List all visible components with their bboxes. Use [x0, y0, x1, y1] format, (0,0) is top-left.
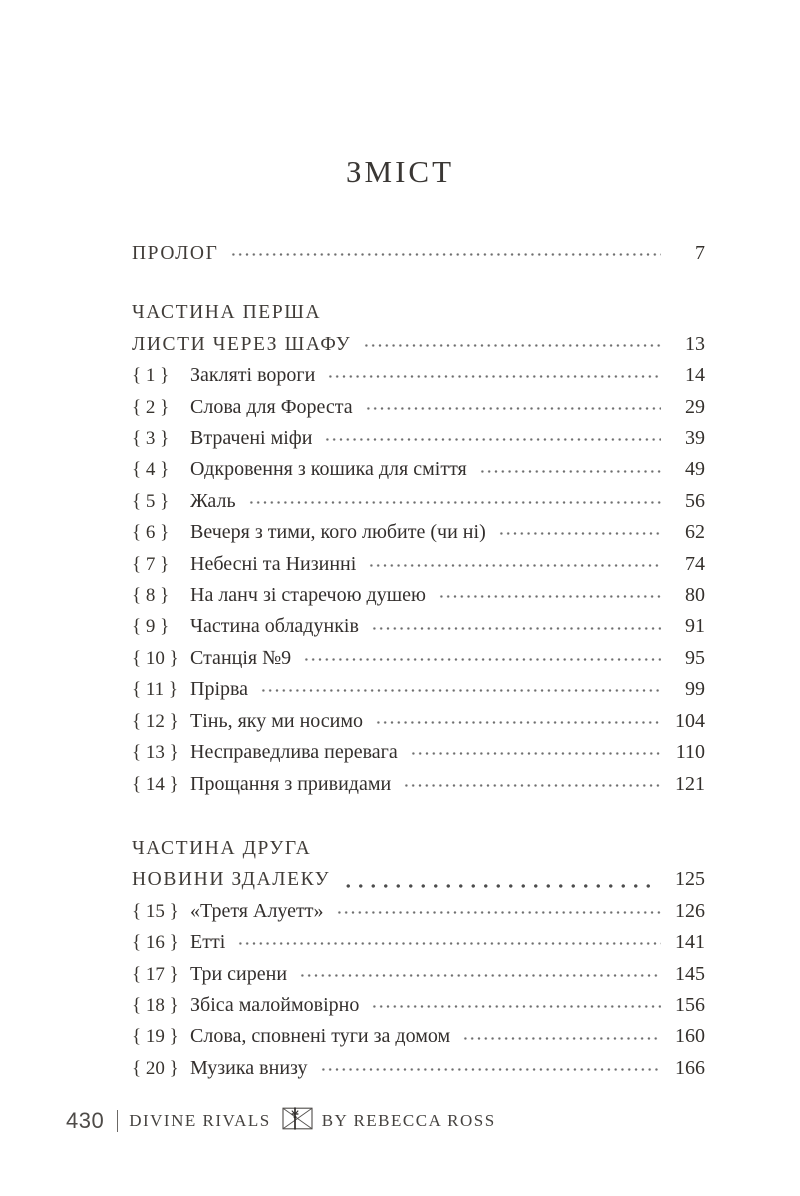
- toc-leader-dots: [324, 438, 661, 441]
- toc-entry-number: { 16 }: [132, 932, 179, 954]
- toc-row-chapter: [132, 706, 705, 737]
- toc-entry-number: { 7 }: [132, 553, 170, 575]
- toc-leader-dots: [371, 627, 661, 630]
- footer-divider: [117, 1110, 118, 1132]
- toc-entry-label: ПРОЛОГ: [132, 243, 219, 264]
- toc-leader-dots: [320, 1068, 661, 1071]
- toc-entry-label: ЧАСТИНА ДРУГА: [132, 837, 312, 859]
- toc-row-chapter: [132, 769, 705, 800]
- toc-entry-page: 104: [675, 709, 705, 732]
- toc-row-chapter: [132, 611, 705, 642]
- toc-entry-label: Три сирени: [190, 962, 288, 985]
- footer-book-title: DIVINE RIVALS: [129, 1111, 271, 1130]
- page-title: ЗМІСТ: [345, 154, 455, 189]
- toc-entry-number: { 12 }: [132, 710, 179, 732]
- toc-leader-dots: [363, 344, 661, 347]
- toc-row-chapter: [132, 927, 705, 958]
- toc-entry-label: Збіса малоймовірно: [190, 993, 360, 1016]
- toc-row-chapter: [132, 486, 705, 517]
- toc-entry-page: 14: [685, 364, 705, 387]
- toc-entry-page: 39: [685, 427, 705, 450]
- toc-entry-label: Тінь, яку ми носимо: [190, 709, 364, 732]
- toc-row-part: [132, 833, 705, 864]
- toc-entry-number: { 1 }: [132, 365, 170, 387]
- toc-leader-dots: [462, 1037, 661, 1040]
- toc-row-chapter: [132, 959, 705, 990]
- toc-entry-number: { 19 }: [132, 1026, 179, 1048]
- toc-row-chapter: [132, 1053, 705, 1084]
- toc-entry-number: { 14 }: [132, 773, 179, 795]
- toc-entry-number: { 10 }: [132, 647, 179, 669]
- toc-leader-dots: [371, 1005, 661, 1008]
- toc-entry-label: Слова, сповнені туги за домом: [190, 1025, 451, 1048]
- toc-leader-dots: [342, 884, 655, 888]
- toc-entry-label: Етті: [190, 931, 226, 954]
- toc-list: [0, 238, 800, 1084]
- toc-entry-number: { 2 }: [132, 396, 170, 418]
- toc-entry-number: { 20 }: [132, 1057, 179, 1079]
- toc-leader-dots: [327, 375, 661, 378]
- toc-entry-page: 156: [675, 993, 705, 1016]
- footer-page-number: 430: [66, 1108, 105, 1133]
- toc-entry-number: { 11 }: [132, 679, 179, 701]
- toc-leader-dots: [403, 784, 661, 787]
- toc-leader-dots: [375, 721, 661, 724]
- toc-leader-dots: [237, 942, 661, 945]
- toc-entry-number: { 6 }: [132, 522, 170, 544]
- toc-leader-dots: [336, 911, 661, 914]
- toc-leader-dots: [303, 658, 661, 661]
- toc-entry-page: 145: [675, 962, 705, 985]
- toc-row-chapter: [132, 360, 705, 391]
- toc-entry-label: Вечеря з тими, кого любите (чи ні): [190, 521, 486, 544]
- toc-row-chapter: [132, 643, 705, 674]
- toc-entry-page: 166: [675, 1056, 705, 1079]
- toc-row-heading: [132, 238, 705, 269]
- toc-entry-page: 141: [675, 931, 705, 954]
- toc-entry-label: Несправедлива перевага: [190, 741, 398, 764]
- toc-leader-dots: [365, 407, 661, 410]
- toc-leader-dots: [498, 532, 661, 535]
- toc-entry-page: 13: [685, 332, 705, 355]
- toc-entry-page: 95: [685, 646, 705, 669]
- toc-leader-dots: [479, 470, 661, 473]
- toc-leader-dots: [438, 595, 661, 598]
- toc-entry-page: 99: [685, 678, 705, 701]
- toc-leader-dots: [260, 689, 661, 692]
- toc-entry-page: 121: [675, 772, 705, 795]
- toc-entry-label: Жаль: [190, 489, 236, 512]
- toc-entry-label: Прощання з привидами: [190, 772, 392, 795]
- toc-entry-label: Прірва: [190, 678, 249, 701]
- toc-row-chapter: [132, 549, 705, 580]
- toc-entry-label: Слова для Фореста: [190, 395, 353, 418]
- toc-entry-number: { 17 }: [132, 963, 179, 985]
- footer: [66, 1107, 496, 1135]
- toc-leader-dots: [230, 253, 661, 256]
- toc-entry-page: 49: [685, 458, 705, 481]
- toc-entry-number: { 5 }: [132, 490, 170, 512]
- toc-entry-number: { 9 }: [132, 616, 170, 638]
- toc-entry-page: 74: [685, 552, 705, 575]
- toc-entry-label: Втрачені міфи: [190, 427, 313, 450]
- toc-row-chapter: [132, 423, 705, 454]
- toc-entry-number: { 3 }: [132, 428, 170, 450]
- toc-entry-label: Музика внизу: [190, 1056, 308, 1079]
- toc-row-chapter: [132, 580, 705, 611]
- toc-leader-dots: [368, 564, 661, 567]
- toc-row-chapter: [132, 896, 705, 927]
- toc-entry-page: 126: [675, 899, 705, 922]
- toc-row-chapter: [132, 674, 705, 705]
- toc-entry-number: { 4 }: [132, 459, 170, 481]
- envelope-sword-icon: [282, 1107, 313, 1135]
- toc-entry-page: 160: [675, 1025, 705, 1048]
- toc-row-chapter: [132, 517, 705, 548]
- toc-entry-label: ЛИСТИ ЧЕРЕЗ ШАФУ: [132, 333, 352, 355]
- toc-entry-label: Закляті вороги: [190, 364, 316, 387]
- toc-entry-label: НОВИНИ ЗДАЛЕКУ: [132, 869, 331, 891]
- toc-entry-page: 7: [695, 242, 705, 264]
- toc-entry-number: { 18 }: [132, 994, 179, 1016]
- toc-leader-dots: [410, 752, 661, 755]
- toc-entry-page: 56: [685, 489, 705, 512]
- toc-entry-number: { 8 }: [132, 585, 170, 607]
- toc-leader-dots: [248, 501, 661, 504]
- toc-entry-label: «Третя Алуетт»: [190, 899, 324, 922]
- toc-entry-label: Частина обладунків: [190, 615, 359, 638]
- toc-leader-dots: [299, 974, 661, 977]
- toc-entry-label: Одкровення з кошика для сміття: [190, 458, 467, 481]
- toc-row-part: [132, 297, 705, 328]
- toc-entry-page: 62: [685, 521, 705, 544]
- toc-entry-label: На ланч зі старечою душею: [190, 584, 426, 607]
- toc-entry-page: 29: [685, 395, 705, 418]
- toc-row-heading: [132, 864, 705, 895]
- toc-entry-label: Станція №9: [190, 646, 292, 669]
- toc-row-chapter: [132, 392, 705, 423]
- toc-entry-page: 91: [685, 615, 705, 638]
- toc-entry-page: 110: [675, 741, 705, 764]
- toc-row-chapter: [132, 737, 705, 768]
- toc-entry-page: 125: [675, 868, 705, 891]
- toc-row-chapter: [132, 1021, 705, 1052]
- toc-row-chapter: [132, 990, 705, 1021]
- toc-entry-label: Небесні та Низинні: [190, 552, 357, 575]
- footer-author-credit: BY REBECCA ROSS: [321, 1111, 496, 1130]
- toc-entry-number: { 15 }: [132, 900, 179, 922]
- toc-row-heading: [132, 329, 705, 360]
- toc-entry-label: ЧАСТИНА ПЕРША: [132, 302, 322, 324]
- toc-entry-number: { 13 }: [132, 742, 179, 764]
- toc-entry-page: 80: [685, 584, 705, 607]
- toc-row-chapter: [132, 454, 705, 485]
